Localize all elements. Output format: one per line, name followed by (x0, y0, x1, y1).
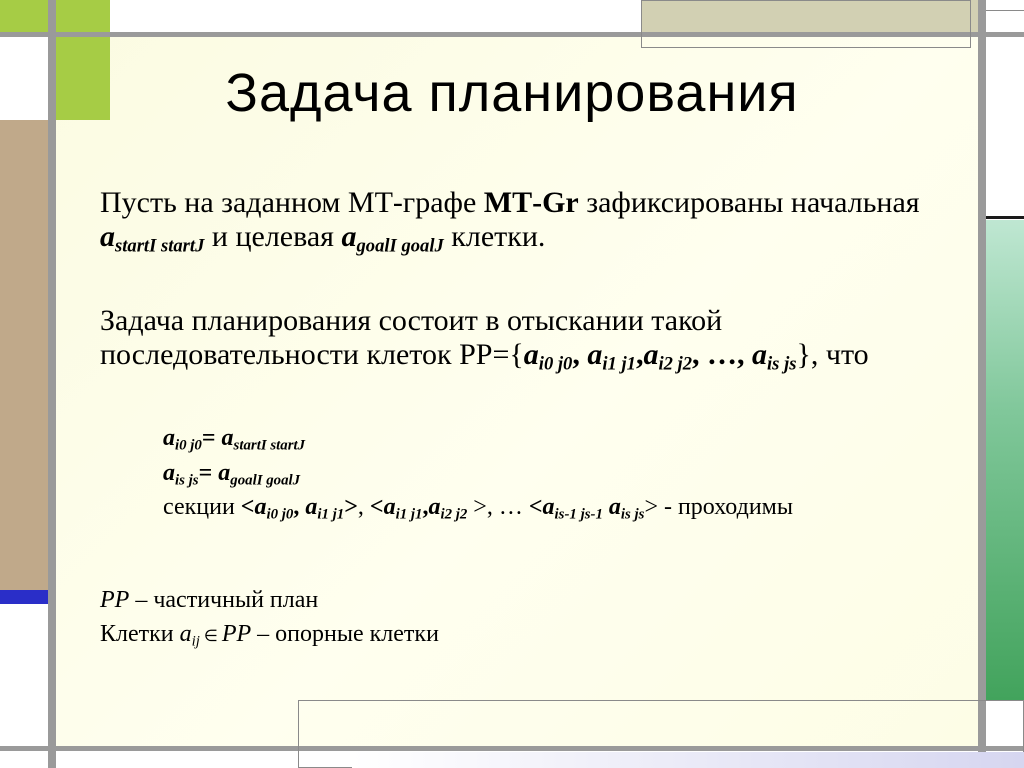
dark-line-right (986, 216, 1024, 219)
cond3-a0: a (254, 494, 267, 520)
cell-a-goal: a (341, 220, 357, 253)
cond1-eq: = (201, 425, 222, 451)
sub-i2-j2: i2 j2 (658, 353, 693, 375)
p2-ellipsis: , …, (692, 338, 753, 371)
sub-is-js: is js (767, 353, 797, 375)
cond2-eq: = (198, 460, 219, 486)
p1-text-4: клетки. (443, 220, 546, 253)
cond1-sub-left: i0 j0 (175, 437, 202, 454)
cond3-sub-4: is js (620, 506, 645, 523)
p2-text-1: Задача планирования состоит в отыскании такой последовательности клеток РР={ (100, 304, 723, 371)
cond3-sub-3: is-1 js-1 (554, 506, 603, 523)
p2-text-2: }, что (796, 338, 869, 371)
cond3-a1: a (305, 494, 318, 520)
cond2-sub-right: goalI goalJ (230, 472, 301, 489)
paragraph-task (100, 304, 960, 382)
p1-text-2: зафиксированы начальная (578, 186, 920, 219)
cell-a2: a (643, 338, 659, 371)
element-of-symbol: ∈ (199, 628, 222, 645)
line-support-cells (100, 619, 439, 656)
line2-sub-ij: ij (191, 633, 200, 650)
line2-rest: – опорные клетки (251, 621, 439, 647)
cond2-a-left: a (163, 460, 175, 486)
cond3-lt-2: < (369, 494, 384, 520)
line2-text-1: Клетки (100, 621, 180, 647)
cond3-text-1: секции (163, 494, 241, 520)
thin-line-top-right (986, 10, 1024, 11)
cell-a1: a (587, 338, 603, 371)
cond3-sub-1: i1 j1 (317, 506, 345, 523)
cond1-sub-right: startI startJ (233, 437, 306, 454)
cell-as: a (752, 338, 768, 371)
sub-i1-j1: i1 j1 (602, 353, 636, 375)
cond3-a2: a (428, 494, 441, 520)
goal-subscript: goalI goalJ (356, 235, 444, 257)
cond3-text-2: > - проходимы (644, 494, 793, 520)
cond3-sub-2: i2 j2 (440, 506, 468, 523)
cond3-sep: , (357, 494, 370, 520)
start-subscript: startI startJ (115, 235, 205, 257)
line-partial-plan (100, 585, 318, 615)
cond3-gt-1: > (344, 494, 358, 520)
cond2-a-right: a (218, 460, 231, 486)
p2-comma-2: , (635, 338, 644, 371)
cond1-a-right: a (221, 425, 234, 451)
line2-a: a (179, 621, 192, 647)
outline-box-top (641, 0, 971, 48)
cond3-gt-2: > (467, 494, 487, 520)
cond3-sub-0: i0 j0 (266, 506, 294, 523)
cond1-a-left: a (163, 425, 175, 451)
cond3-lt-3: < (528, 494, 543, 520)
condition-goal (163, 459, 883, 494)
green-block (982, 220, 1024, 700)
p1-text-3: и целевая (204, 220, 342, 253)
cond3-lt-1: < (240, 494, 255, 520)
cond3-dots: , … (486, 494, 529, 520)
line1-rest: – частичный план (129, 587, 319, 613)
cell-a-start: a (100, 220, 115, 253)
sub-i0-j0: i0 j0 (538, 353, 573, 375)
condition-start (163, 424, 883, 459)
cond3-a3: a (542, 494, 555, 520)
cond2-sub-left: is js (175, 472, 199, 489)
slide-title: Задача планирования (225, 63, 799, 123)
tan-block (0, 120, 48, 590)
cond3-a4: a (608, 494, 621, 520)
cond3-a1b: a (383, 494, 396, 520)
blue-bar (0, 590, 48, 604)
p1-text-1: Пусть на заданном МТ-графе (100, 186, 484, 219)
condition-sections (163, 493, 883, 528)
cond3-sub-1b: i1 j1 (395, 506, 423, 523)
mt-graph-name: МТ-Gr (483, 186, 579, 219)
pp-symbol-2: РР (221, 621, 252, 647)
cell-a0: a (523, 338, 539, 371)
paragraph-definition (100, 186, 960, 264)
cond3-comma-1: , (293, 494, 306, 520)
lavender-strip (352, 752, 1024, 768)
pp-symbol-1: РР (100, 587, 130, 613)
cond3-comma-2: , (422, 494, 429, 520)
p2-comma-1: , (572, 338, 588, 371)
